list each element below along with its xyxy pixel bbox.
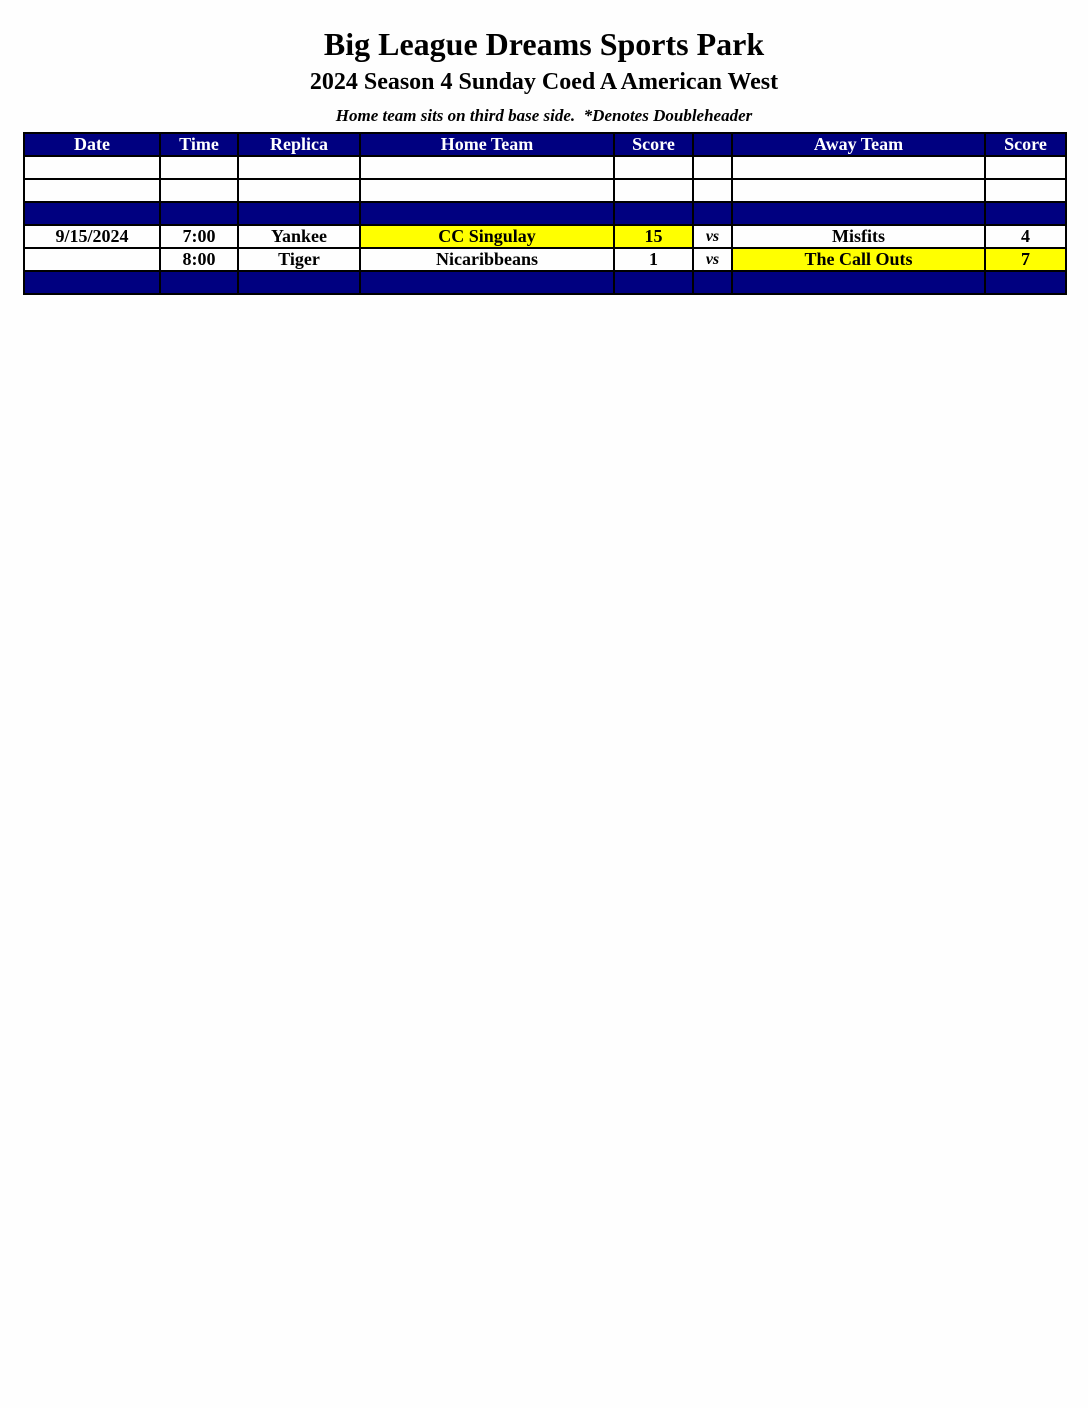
- page-title: Big League Dreams Sports Park: [323, 26, 765, 62]
- separator-row: [24, 271, 1066, 294]
- vs-label: vs: [693, 248, 732, 271]
- col-header-home-team: Home Team: [360, 133, 614, 156]
- separator-row: [24, 202, 1066, 225]
- home-score: 15: [614, 225, 693, 248]
- schedule-table: [23, 132, 1067, 295]
- game-date: [24, 248, 160, 271]
- home-team: Nicaribbeans: [360, 248, 614, 271]
- home-score: 1: [614, 248, 693, 271]
- col-header-time: Time: [160, 133, 238, 156]
- col-header-replica: Replica: [238, 133, 360, 156]
- col-header-home-score: Score: [614, 133, 693, 156]
- table-row: [24, 225, 1066, 248]
- empty-row: [24, 156, 1066, 179]
- game-time: 7:00: [160, 225, 238, 248]
- table-row: [24, 248, 1066, 271]
- game-date: 9/15/2024: [24, 225, 160, 248]
- game-field: Tiger: [238, 248, 360, 271]
- empty-row: [24, 179, 1066, 202]
- game-field: Yankee: [238, 225, 360, 248]
- away-score: 7: [985, 248, 1066, 271]
- away-score: 4: [985, 225, 1066, 248]
- col-header-vs: [693, 133, 732, 156]
- table-header-row: [24, 133, 1066, 156]
- col-header-away-team: Away Team: [732, 133, 985, 156]
- away-team: The Call Outs: [732, 248, 985, 271]
- col-header-date: Date: [24, 133, 160, 156]
- away-team: Misfits: [732, 225, 985, 248]
- game-time: 8:00: [160, 248, 238, 271]
- vs-label: vs: [693, 225, 732, 248]
- schedule-note: Home team sits on third base side. *Denotes Doubleheader: [335, 106, 753, 125]
- page-subtitle: 2024 Season 4 Sunday Coed A American West: [309, 69, 779, 95]
- home-team: CC Singulay: [360, 225, 614, 248]
- col-header-away-score: Score: [985, 133, 1066, 156]
